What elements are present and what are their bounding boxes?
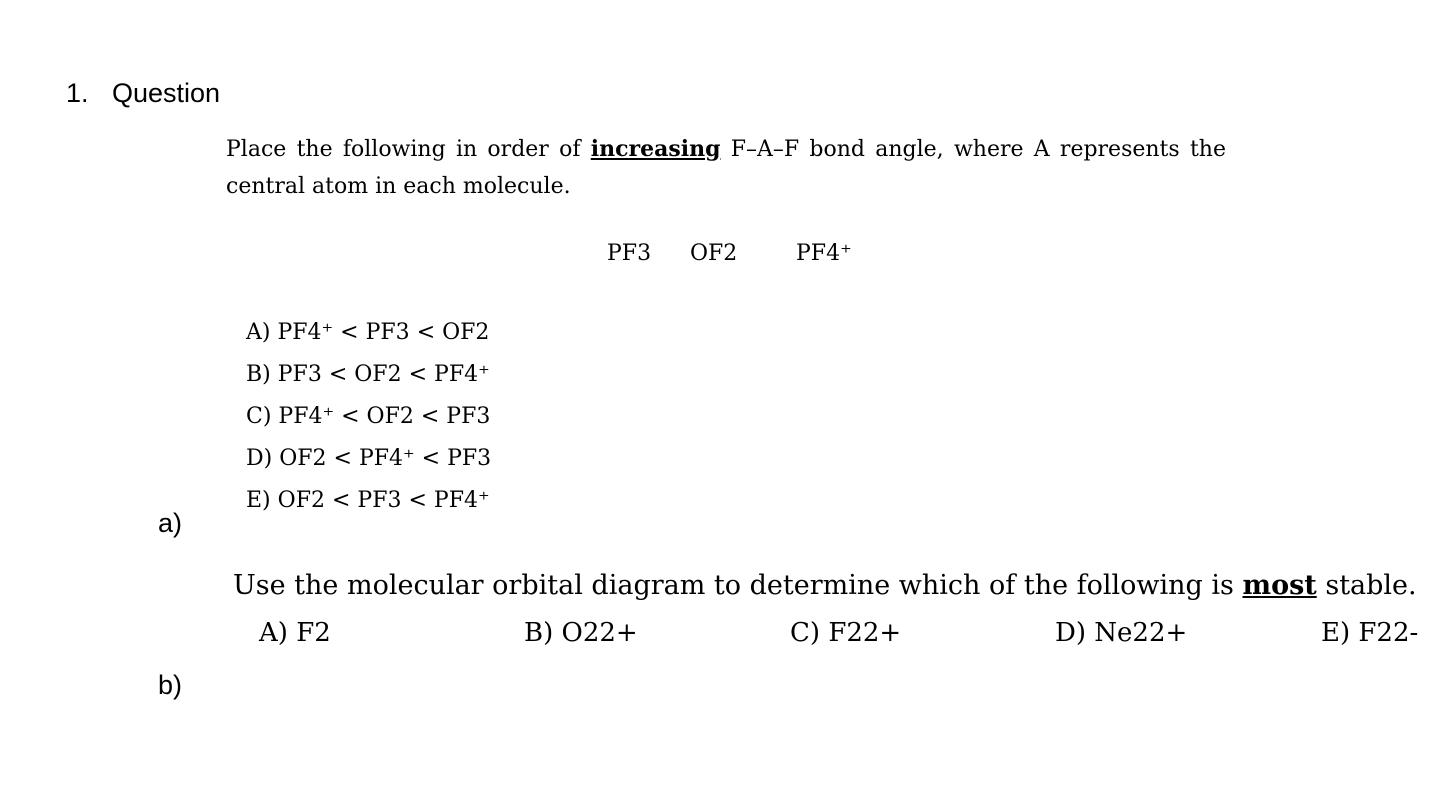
part-b-label: b) <box>158 670 183 700</box>
choice-item: PF3 <box>357 488 402 513</box>
choice-d-row[interactable] <box>246 444 491 486</box>
question-number: 1. <box>66 78 89 108</box>
choice-letter: C) <box>246 404 272 429</box>
less-than-sign: < <box>408 488 427 513</box>
molecule-2: OF2 <box>690 241 738 266</box>
choice-a-row[interactable] <box>246 318 491 360</box>
choice-letter: A) <box>246 320 271 345</box>
part-a-prompt-before: Place the following in order of <box>226 137 591 162</box>
part-a-label: a) <box>158 508 183 538</box>
choice-item: PF4⁺ <box>434 362 490 387</box>
choice-letter: E) <box>246 488 271 513</box>
choice-item: PF4⁺ <box>433 488 490 513</box>
choice-species: F22+ <box>828 618 902 648</box>
choice-item: PF3 <box>446 404 491 429</box>
less-than-sign: < <box>340 320 359 345</box>
choice-item: PF3 <box>277 362 322 387</box>
question-title: Question <box>112 78 221 108</box>
choice-letter: C) <box>790 618 821 648</box>
part-b-choice-e[interactable] <box>1321 618 1418 648</box>
part-b-choice-a[interactable] <box>259 618 331 648</box>
question-heading <box>66 78 220 109</box>
part-a-choices <box>246 318 491 528</box>
less-than-sign: < <box>331 488 351 513</box>
choice-species: F2 <box>296 618 331 648</box>
part-b-choice-d[interactable] <box>1055 618 1187 648</box>
part-b-choice-c[interactable] <box>790 618 901 648</box>
choice-species: Ne22+ <box>1094 618 1188 648</box>
choice-letter: E) <box>1321 618 1351 648</box>
choice-letter: B) <box>246 362 271 387</box>
choice-item: PF3 <box>365 320 410 345</box>
less-than-sign: < <box>341 404 360 429</box>
choice-c-row[interactable] <box>246 402 491 444</box>
part-b-choice-b[interactable] <box>524 618 638 648</box>
choice-species: F22- <box>1358 618 1419 648</box>
less-than-sign: < <box>333 446 352 471</box>
choice-item: PF3 <box>447 446 492 471</box>
part-b-prompt-emphasis: most <box>1242 570 1317 601</box>
less-than-sign: < <box>408 362 428 387</box>
less-than-sign: < <box>416 320 436 345</box>
choice-letter: D) <box>246 446 273 471</box>
choice-item: PF4⁺ <box>358 446 415 471</box>
choice-item: PF4⁺ <box>277 320 334 345</box>
part-a-prompt <box>226 131 1226 205</box>
choice-e-row[interactable] <box>246 486 491 528</box>
choice-item: OF2 <box>279 446 327 471</box>
less-than-sign: < <box>420 404 440 429</box>
less-than-sign: < <box>421 446 441 471</box>
less-than-sign: < <box>328 362 348 387</box>
part-b-prompt <box>233 570 1417 601</box>
choice-letter: B) <box>524 618 554 648</box>
choice-b-row[interactable] <box>246 360 491 402</box>
part-a-prompt-emphasis: increasing <box>590 136 721 162</box>
part-b-prompt-before: Use the molecular orbital diagram to determine which of the following is <box>233 570 1243 601</box>
choice-species: O22+ <box>561 618 638 648</box>
choice-item: OF2 <box>442 320 490 345</box>
molecule-1: PF3 <box>607 241 652 266</box>
molecule-3: PF4⁺ <box>796 241 852 266</box>
part-b-prompt-after: stable. <box>1316 570 1417 601</box>
choice-item: OF2 <box>354 362 402 387</box>
choice-item: OF2 <box>366 404 414 429</box>
choice-item: OF2 <box>277 488 325 513</box>
part-a-prompt-after: F–A–F bond angle, where A represents the central atom in each molecule. <box>226 137 1226 199</box>
choice-item: PF4⁺ <box>278 404 335 429</box>
choice-letter: A) <box>259 618 288 648</box>
choice-letter: D) <box>1055 618 1086 648</box>
